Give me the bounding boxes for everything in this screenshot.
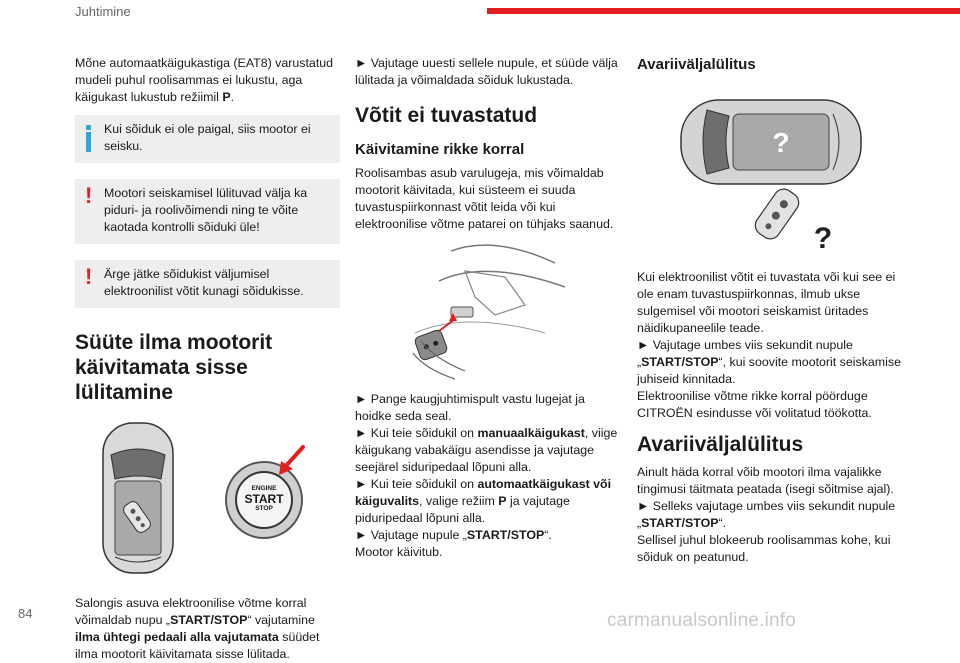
- ignition-illustration: [75, 421, 340, 581]
- step-automatic-gearbox: ► Kui teie sõidukil on automaatkäigukast või käiguvalits, valige režiim P ja vajutage piduripedaal lõpuni alla.: [355, 477, 612, 525]
- step-hold-remote: ► Pange kaugjuhtimispult vastu lugejat ja hoidke seda seal.: [355, 392, 585, 423]
- step-emergency-press: ► Selleks vajutage umbes viis sekundit nupule „START/STOP“.: [637, 499, 896, 530]
- section-heading-key-not-detected: Võtit ei tuvastatud: [355, 104, 538, 127]
- svg-text:?: ?: [813, 222, 833, 255]
- section-heading-ignition: Süüte ilma mootorit käivitamata sisse lülitamine: [75, 331, 273, 404]
- section-title: Juhtimine: [75, 4, 131, 19]
- column-3: [637, 55, 902, 566]
- section-heading-emergency-stop: Avariiväljalülitus: [637, 433, 804, 456]
- subheading-backup-start: Käivitamine rikke korral: [355, 141, 525, 158]
- dealer-contact-text: Elektroonilise võtme rikke korral pöörduge CITROËN esindusse või volitatud töökotta.: [637, 389, 872, 420]
- backup-reader-description: Roolisambas asub varulugeja, mis võimaldab mootorit käivitada, kui süsteem ei suuda tuvastuspiirkonnast võtit leida või kui elektroonilise võtme patarei on tühjaks saanud.: [355, 166, 614, 231]
- start-stop-button-icon: ENGINE START STOP: [225, 461, 303, 539]
- intro-text: Mõne automaatkäigukastiga (EAT8) varustatud mudeli puhul roolisammas ei lukustu, aga käigukast lukustub režiimil P.: [75, 56, 334, 104]
- subheading-emergency-stop: Avariiväljalülitus: [637, 56, 756, 73]
- header-accent-bar: [487, 8, 960, 14]
- ignition-description: Salongis asuva elektroonilise võtme korral võimaldab nupu „START/STOP“ vajutamine ilma ühtegi pedaali alla vajutamata süüdet ilma mootorit käivitamata sisse lülitada.: [75, 596, 320, 661]
- warning-icon: !: [85, 264, 93, 289]
- step-switch-off: ► Vajutage uuesti sellele nupule, et süüde välja lülitada ja võimaldada sõiduk lukustada.: [355, 56, 618, 87]
- step-manual-gearbox: ► Kui teie sõidukil on manuaalkäigukast, viige käigukang vabakäigu asendisse ja vajutage seejärel siduripedaal lõpuni alla.: [355, 426, 618, 474]
- backup-start-steps: [355, 391, 620, 561]
- engine-starts-text: Mootor käivitub.: [355, 545, 443, 559]
- key-not-detected-message: Kui elektroonilist võtit ei tuvastata või kui see ei ole enam tuvastuspiirkonnas, ilmub ukse sulgemisel või mootori seiskamist üritades näidikupaneelile teade.: [637, 270, 896, 335]
- step-confirm-stop: ► Vajutage umbes viis sekundit nupule „START/STOP“, kui soovite mootorit seiskamise juhiseid kinnitada.: [637, 338, 901, 386]
- backup-reader-illustration: [355, 241, 620, 381]
- info-note: Kui sõiduk ei ole paigal, siis mootor ei seisku.: [75, 115, 340, 163]
- warning-note-1: ! Mootori seiskamisel lülituvad välja ka piduri- ja roolivõimendi ning te võite kaotada kontrolli sõiduki üle!: [75, 179, 340, 244]
- warning-icon: !: [85, 183, 93, 208]
- column-1: [75, 55, 340, 663]
- emergency-stop-description: Ainult häda korral võib mootori ilma vajalikke tingimusi täitmata peatada (isegi sõitmise ajal).: [637, 465, 894, 496]
- steering-lock-text: Sellisel juhul blokeerub roolisammas kohe, kui sõiduk on peatunud.: [637, 533, 891, 564]
- press-arrow-icon: [277, 445, 307, 485]
- step-press-start-stop: ► Vajutage nupule „START/STOP“.: [355, 528, 552, 542]
- page-number: 84: [18, 606, 33, 621]
- watermark: carmanualsonline.info: [607, 610, 797, 631]
- key-not-detected-illustration: [637, 80, 902, 255]
- svg-text:?: ?: [772, 127, 790, 158]
- car-question-key-icon: [637, 80, 902, 255]
- steering-column-key-icon: [355, 241, 620, 381]
- info-icon: [86, 125, 93, 152]
- column-2: [355, 55, 620, 561]
- warning-note-2: ! Ärge jätke sõidukist väljumisel elektroonilist võtit kunagi sõidukisse.: [75, 260, 340, 308]
